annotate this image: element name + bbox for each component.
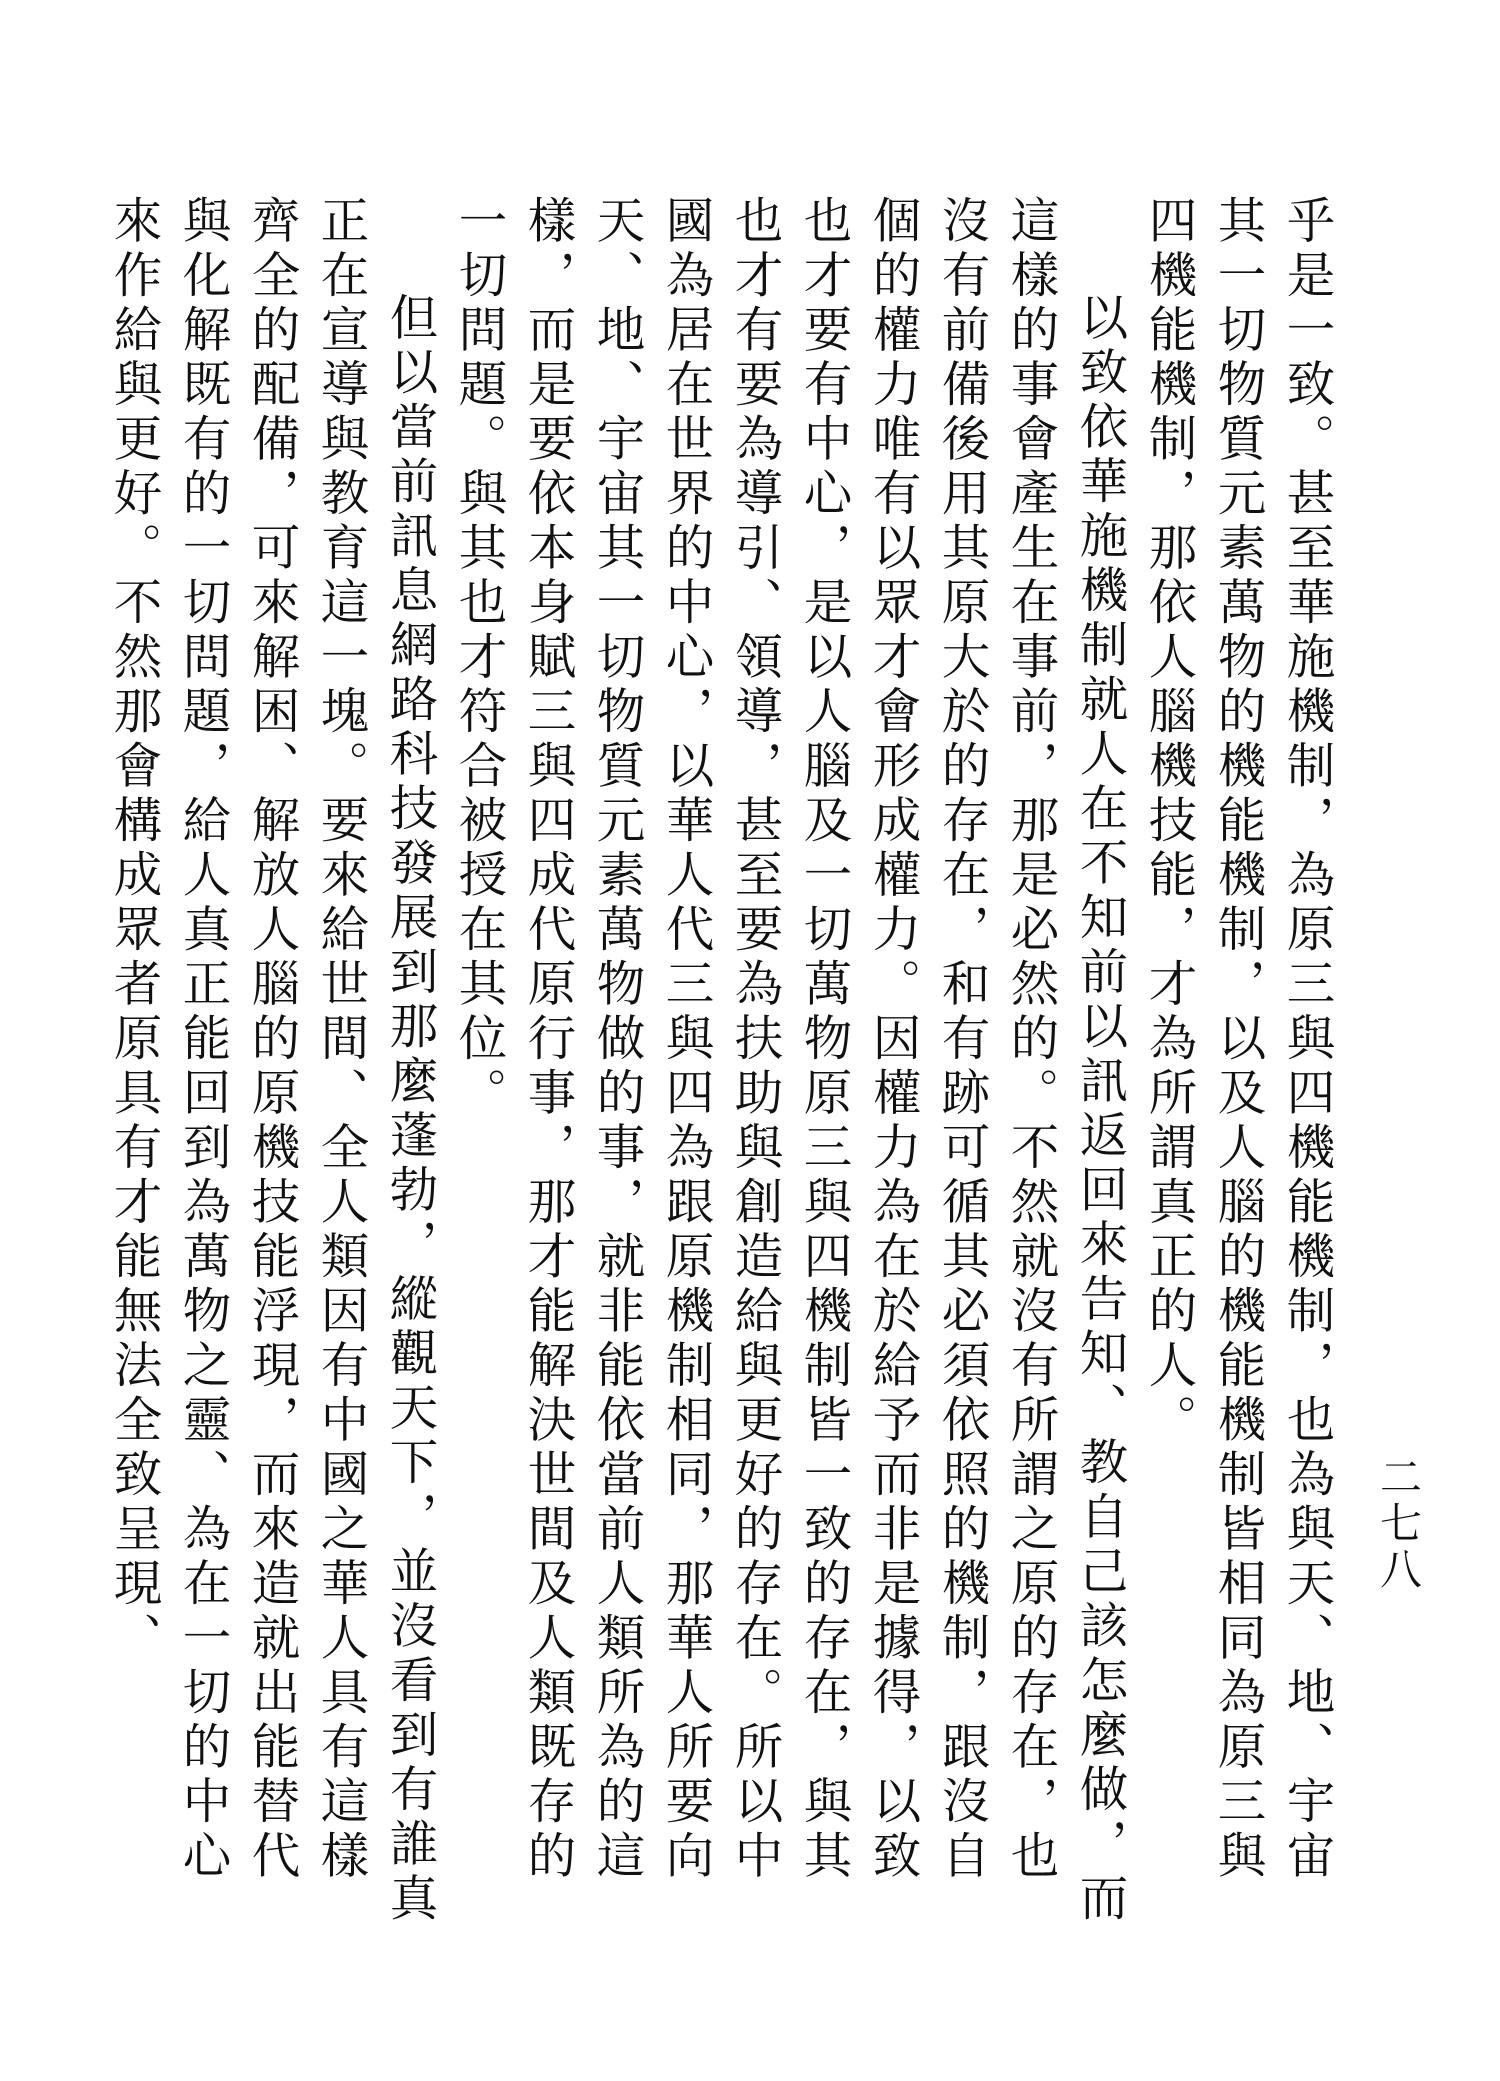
page-number: 二七八 xyxy=(1374,1455,1423,1593)
paragraph-2: 以致依華施機制就人在不知前以訊返回來告知、教自己該怎麼做，而這樣的事會產生在事前，那是必然的。不然就沒有所謂之原的存在，也沒有前備後用其原大於的存在，和有跡可循其必須依照的機制，跟沒自個的權力唯有以眾才會形成權力。因權力為在於給予而非是據得，以致也才要有中心，是以人腦及一切萬物原三與四機制皆一致的存在，與其也才有要為導引、領導，甚至要為扶助與創造給與更好的存在。所以中國為居在世界的中心，以華人代三與四為跟原機制相同，那華人所要向天、地、宇宙其一切物質元素萬物做的事，就非能依當前人類所為的這樣，而是要依本身賦三與四成代原行事，那才能解決世間及人類既存的一切問題。與其也才符合被授在其位。 xyxy=(450,195,1127,1927)
paragraph-3: 但以當前訊息網路科技發展到那麼蓬勃，縱觀天下，並沒看到有誰真正在宣導與教育這一塊。要來給世間、全人類因有中國之華人具有這樣齊全的配備，可來解困、解放人腦的原機技能浮現，而來造就出能替代與化解既有的一切問題，給人真正能回到為萬物之靈、為在一切的中心來作給與更好。不然那會構成眾者原具有才能無法全致呈現、 xyxy=(105,195,437,1927)
vertical-text-body xyxy=(105,195,1340,1935)
paragraph-1: 乎是一致。甚至華施機制，為原三與四機能機制，也為與天、地、宇宙其一切物質元素萬物的機能機制，以及人腦的機能機制皆相同為原三與四機能機制，那依人腦機技能，才為所謂真正的人。 xyxy=(1140,195,1334,1885)
